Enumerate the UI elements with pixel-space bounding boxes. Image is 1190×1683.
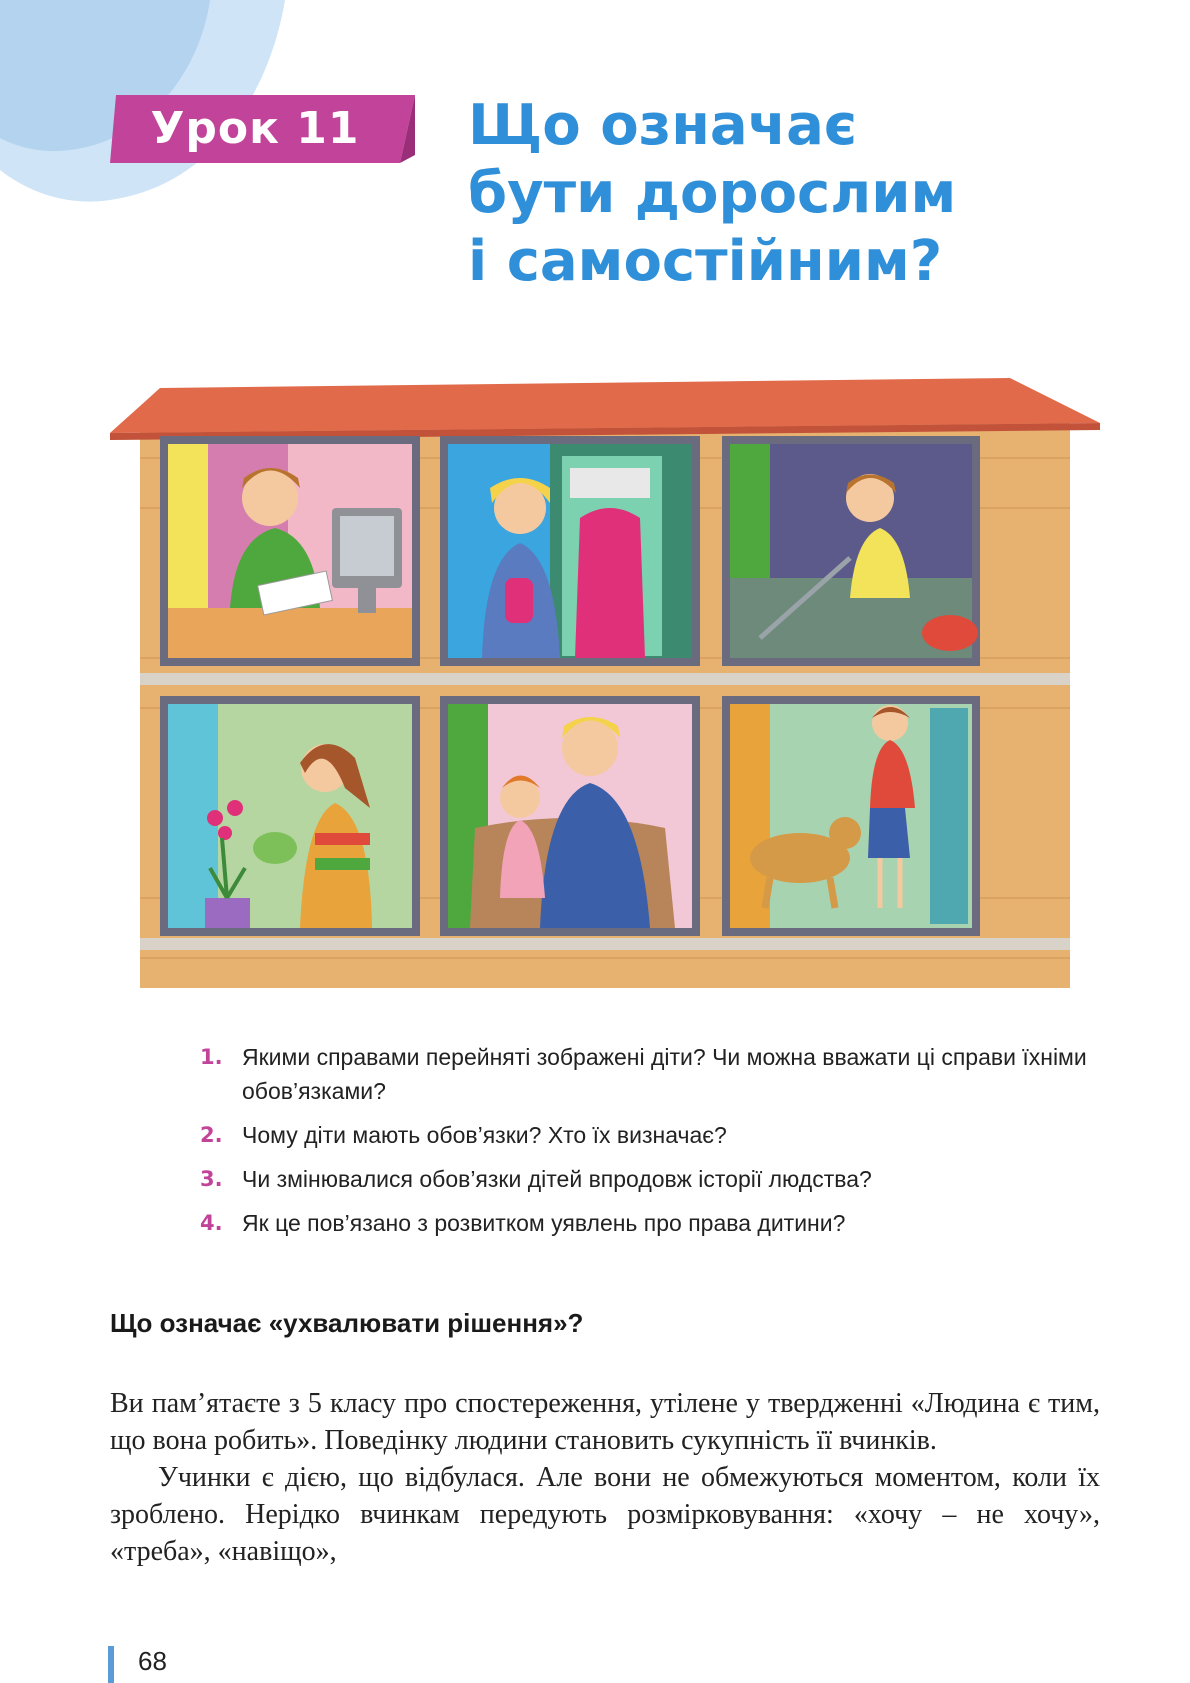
house-illustration [110, 378, 1100, 988]
question-text: Якими справами перейняті зображені діти? Чи можна вважати ці справи їхніми обов’язками? [242, 1044, 1087, 1104]
page-number: 68 [138, 1646, 167, 1676]
questions-list [200, 1040, 1100, 1250]
footer-bar [108, 1646, 114, 1683]
question-text: Чому діти мають обов’язки? Хто їх визначає? [242, 1122, 727, 1148]
question-item [200, 1162, 1100, 1196]
window-father-baby [440, 696, 700, 936]
question-item [200, 1118, 1100, 1152]
title-line-3: і самостійним? [468, 229, 943, 294]
title-line-1: Що означає [468, 93, 858, 158]
question-number: 3. [200, 1167, 223, 1191]
body-text [110, 1385, 1100, 1570]
body-paragraph-1: Ви пам’ятаєте з 5 класу про спостереження, утілене у твердженні «Людина є тим, що вона робить». Поведінку людини становить сукупність її вчинків. [110, 1388, 1100, 1456]
question-text: Чи змінювалися обов’язки дітей впродовж історії людства? [242, 1166, 872, 1192]
question-number: 2. [200, 1123, 223, 1147]
lesson-label: Урок 11 [150, 103, 360, 154]
title-line-2: бути дорослим [468, 161, 957, 226]
window-wardrobe [440, 436, 700, 666]
lesson-badge [110, 95, 415, 163]
window-watering [160, 696, 420, 936]
window-dog [722, 696, 980, 936]
question-item [200, 1206, 1100, 1240]
section-heading: Що означає «ухвалювати рішення»? [110, 1308, 584, 1338]
page-title [468, 92, 988, 296]
question-text: Як це пов’язано з розвитком уявлень про права дитини? [242, 1210, 846, 1236]
window-vacuum [722, 436, 980, 666]
question-item [200, 1040, 1100, 1108]
question-number: 1. [200, 1045, 223, 1069]
body-paragraph-2: Учинки є дією, що відбулася. Але вони не обмежуються моментом, коли їх зроблено. Нерідко вчинкам передують розмірковування: «хочу – не хочу», «треба», «навіщо», [110, 1462, 1100, 1567]
question-number: 4. [200, 1211, 223, 1235]
window-computer [160, 436, 420, 666]
